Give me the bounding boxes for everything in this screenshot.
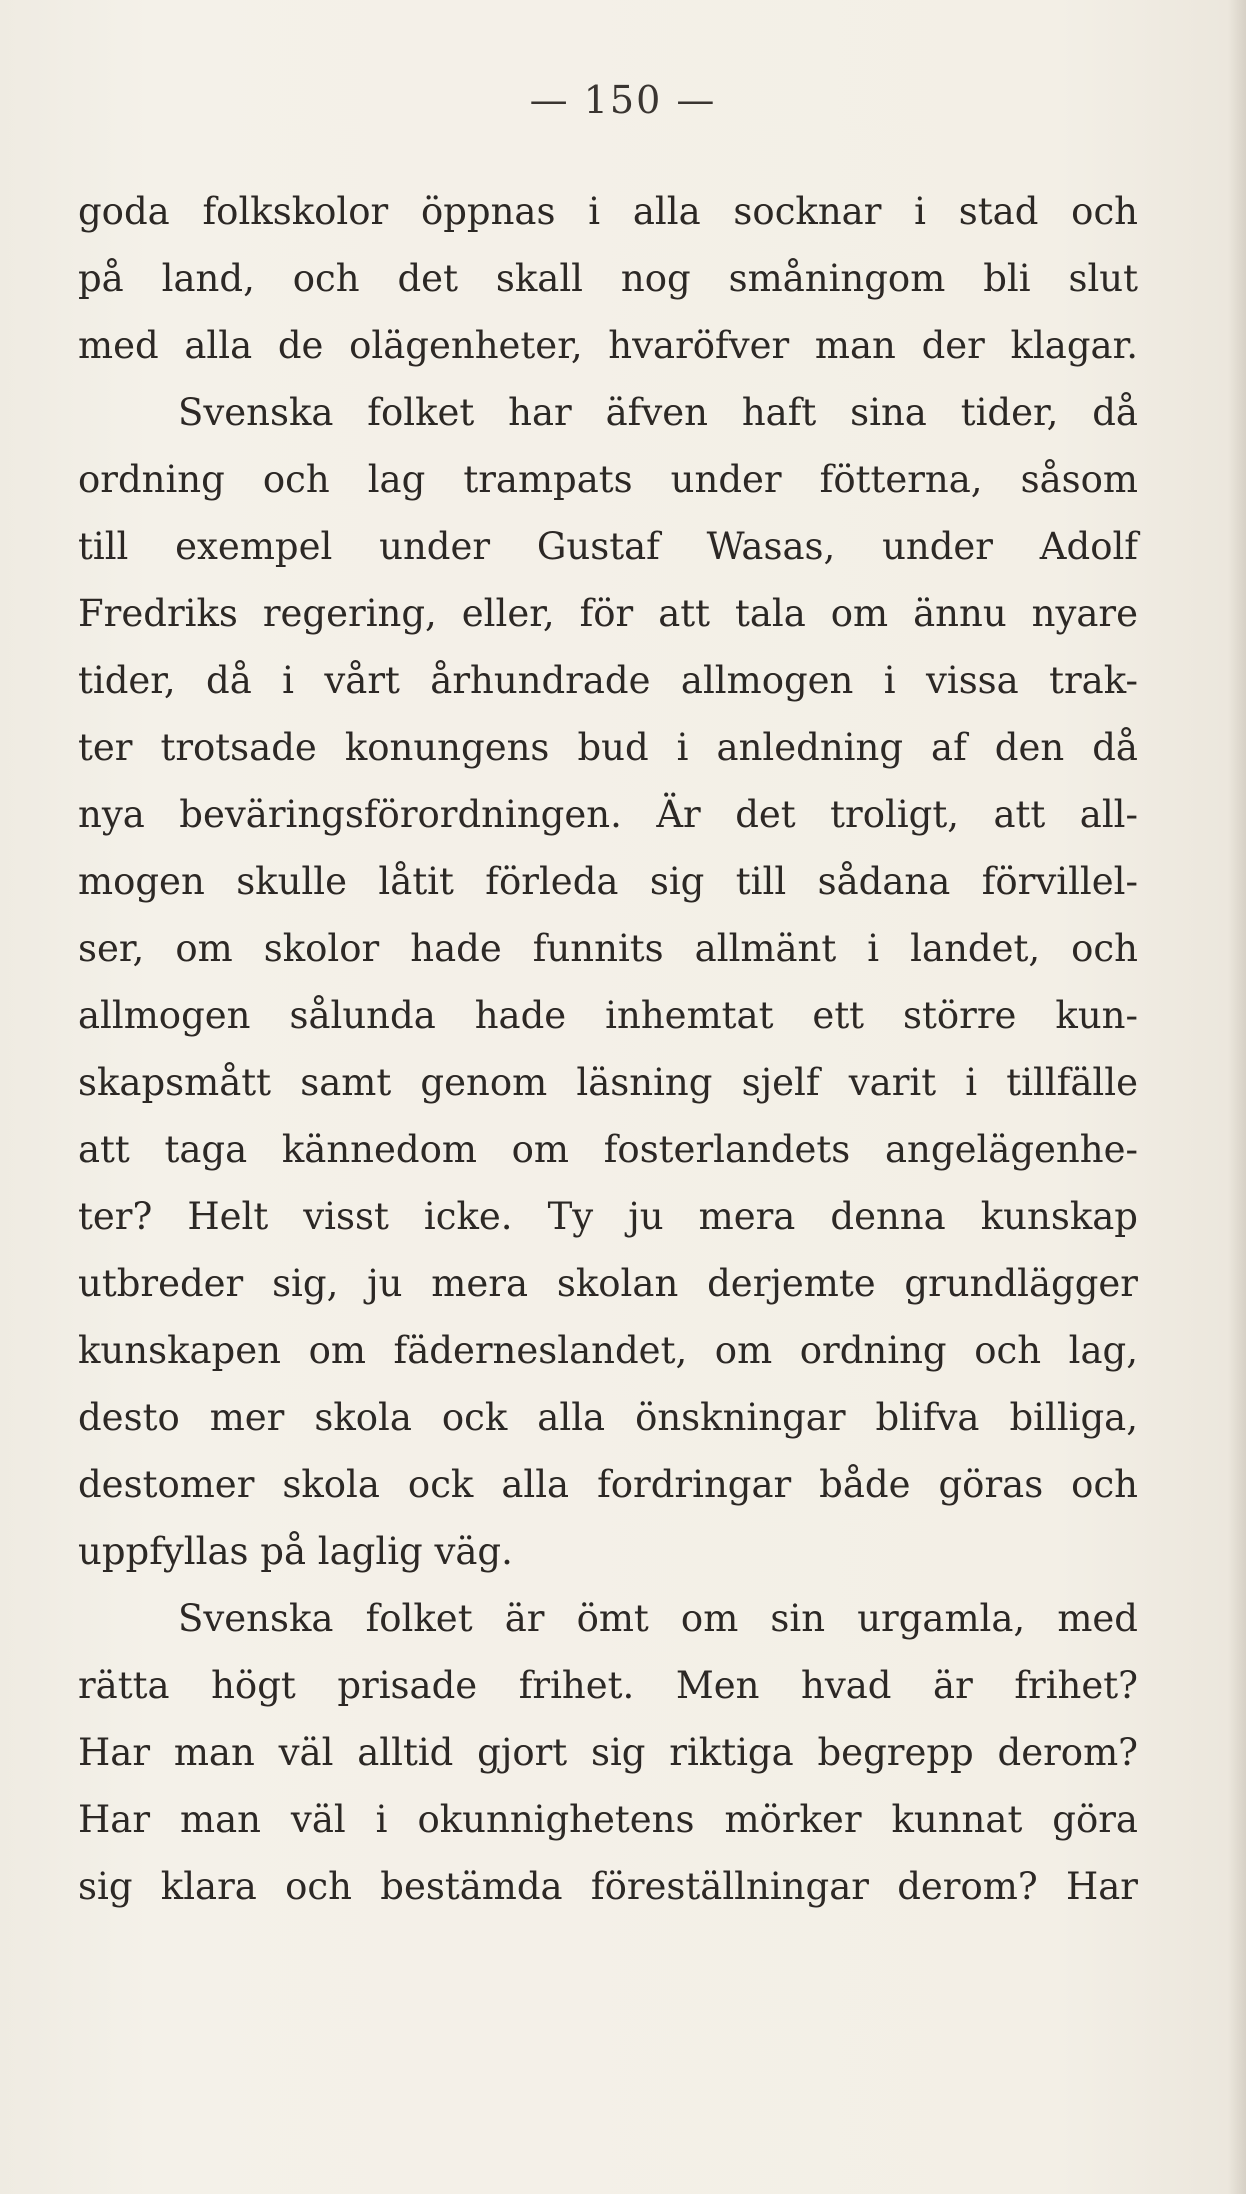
text-line: ser, om skolor hade funnits allmänt i landet, och [78, 927, 1138, 970]
text-line: rätta högt prisade frihet. Men hvad är frihet? [78, 1664, 1138, 1707]
text-line: desto mer skola ock alla önskningar blifva billiga, [78, 1396, 1138, 1439]
text-line: goda folkskolor öppnas i alla socknar i stad och [78, 190, 1138, 233]
text-line: ter trotsade konungens bud i anledning af den då [78, 726, 1138, 769]
text-line: uppfyllas på laglig väg. [78, 1530, 513, 1573]
page-edge [1228, 0, 1246, 2194]
text-line: Har man väl i okunnighetens mörker kunnat göra [78, 1798, 1138, 1841]
text-line: till exempel under Gustaf Wasas, under Adolf [78, 525, 1138, 568]
body-text [78, 178, 1138, 1920]
text-line: ordning och lag trampats under fötterna, såsom [78, 458, 1138, 501]
text-line: skapsmått samt genom läsning sjelf varit i tillfälle [78, 1061, 1138, 1104]
text-line: nya beväringsförordningen. Är det troligt, att all- [78, 793, 1138, 836]
text-line: på land, och det skall nog småningom bli slut [78, 257, 1138, 300]
text-line: ter? Helt visst icke. Ty ju mera denna kunskap [78, 1195, 1138, 1238]
text-line: allmogen sålunda hade inhemtat ett större kun- [78, 994, 1138, 1037]
text-line: kunskapen om fäderneslandet, om ordning och lag, [78, 1329, 1138, 1372]
text-line: utbreder sig, ju mera skolan derjemte grundlägger [78, 1262, 1138, 1305]
text-line: Fredriks regering, eller, för att tala om ännu nyare [78, 592, 1138, 635]
text-line: tider, då i vårt århundrade allmogen i vissa trak- [78, 659, 1138, 702]
text-line: Svenska folket är ömt om sin urgamla, med [178, 1597, 1138, 1640]
text-line: sig klara och bestämda föreställningar derom? Har [78, 1865, 1138, 1908]
text-line: Svenska folket har äfven haft sina tider, då [178, 391, 1138, 434]
text-line: att taga kännedom om fosterlandets angelägenhe- [78, 1128, 1138, 1171]
text-line: destomer skola ock alla fordringar både göras och [78, 1463, 1138, 1506]
text-line: mogen skulle låtit förleda sig till sådana förvillel- [78, 860, 1138, 903]
page-number-header: — 150 — [529, 78, 717, 122]
text-line: Har man väl alltid gjort sig riktiga begrepp derom? [78, 1731, 1138, 1774]
text-line: med alla de olägenheter, hvaröfver man der klagar. [78, 324, 1138, 367]
